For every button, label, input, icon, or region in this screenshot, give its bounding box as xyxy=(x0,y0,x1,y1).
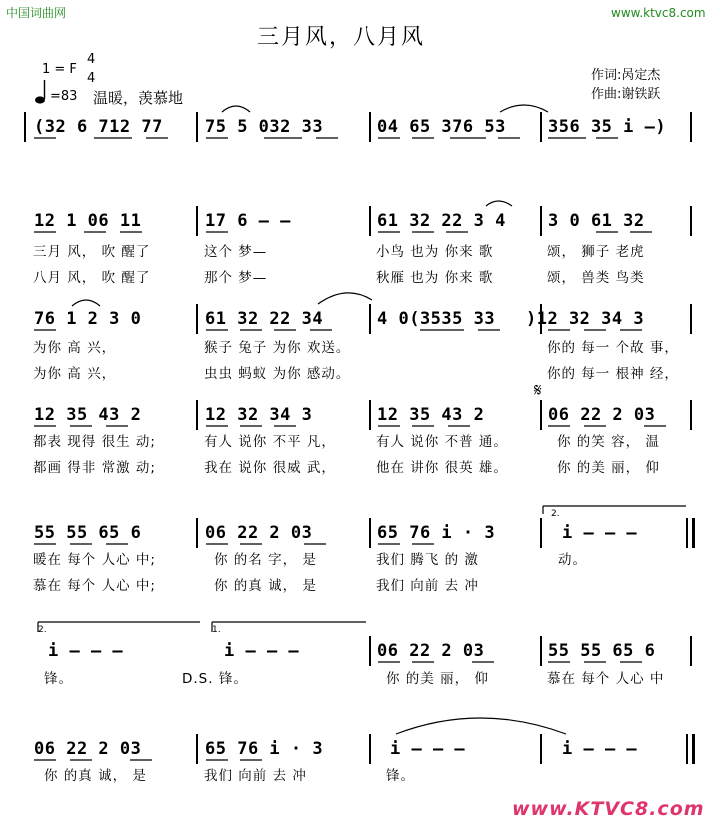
watermark-bottom: www.KTVC8.com xyxy=(512,798,705,820)
time-signature-top: 4 xyxy=(87,52,96,67)
lyrics-3-1a: 为你 高 兴， xyxy=(33,340,117,356)
measure-4-1: 12 35 43 2 xyxy=(34,405,142,425)
lyrics-6-4a: 慕在 每个 人心 中 xyxy=(547,671,665,687)
svg-text:1.: 1. xyxy=(212,625,221,635)
measure-2-2: 17 6 – – xyxy=(205,211,291,231)
lyrics-4-2a: 有人 说你 不平 凡， xyxy=(204,434,336,450)
measure-1-1: (32 6 712 77 xyxy=(34,117,163,137)
lyrics-2-2b: 那个 梦— xyxy=(204,270,268,286)
time-signature-bottom: 4 xyxy=(87,71,96,86)
measure-5-1: 55 55 65 6 xyxy=(34,523,142,543)
measure-2-3: 61 32 22 3 4 xyxy=(377,211,506,231)
measure-7-1: 06 22 2 03 xyxy=(34,739,142,759)
svg-text:𝄋: 𝄋 xyxy=(534,380,542,401)
expression-marking: 温暖，羡慕地 xyxy=(93,89,184,107)
lyrics-5-4a: 动。 xyxy=(558,552,587,568)
svg-text:2.: 2. xyxy=(551,509,560,519)
lyrics-7-3a: 锋。 xyxy=(386,768,415,784)
lyrics-7-2a: 我们 向前 去 冲 xyxy=(204,768,307,784)
lyrics-6-1a: 锋。 xyxy=(44,671,73,687)
lyrics-6-3a: 你 的美 丽， 仰 xyxy=(386,671,489,687)
measure-6-2: i – – – xyxy=(224,641,300,661)
measure-7-3: i – – – xyxy=(390,739,466,759)
measure-3-3: 4 0(3535 33 xyxy=(377,309,496,329)
measure-3-4: )12 32 34 3 xyxy=(526,309,645,329)
measure-7-4: i – – – xyxy=(562,739,638,759)
lyrics-2-3a: 小鸟 也为 你来 歌 xyxy=(376,244,494,260)
lyrics-2-4a: 颂， 狮子 老虎 xyxy=(547,244,645,260)
tempo-marking: =83 xyxy=(50,89,78,104)
lyrics-5-2a: 你 的名 字， 是 xyxy=(214,552,317,568)
measure-6-4: 55 55 65 6 xyxy=(548,641,656,661)
composer: 作曲:谢铁跃 xyxy=(591,87,661,102)
lyrics-3-2b: 虫虫 蚂蚁 为你 感动。 xyxy=(204,366,351,382)
measure-2-1: 12 1 06 11 xyxy=(34,211,142,231)
measure-4-2: 12 32 34 3 xyxy=(205,405,313,425)
lyrics-2-2a: 这个 梦— xyxy=(204,244,268,260)
measure-1-4: 356 35 i –) xyxy=(548,117,667,137)
measure-1-2: 75 5 032 33 xyxy=(205,117,324,137)
lyrics-5-3b: 我们 向前 去 冲 xyxy=(376,578,479,594)
measure-6-1: i – – – xyxy=(48,641,124,661)
lyrics-3-4a: 你的 每一 个故 事， xyxy=(547,340,679,356)
measure-5-2: 06 22 2 03 xyxy=(205,523,313,543)
key-signature: 1 = F xyxy=(42,62,77,77)
lyrics-5-1a: 暖在 每个 人心 中; xyxy=(33,552,156,568)
measure-3-2: 61 32 22 34 xyxy=(205,309,324,329)
lyrics-3-4b: 你的 每一 根神 经， xyxy=(547,366,679,382)
lyrics-4-4a: 你 的笑 容， 温 xyxy=(557,434,660,450)
lyrics-3-1b: 为你 高 兴， xyxy=(33,366,117,382)
measure-5-4: i – – – xyxy=(562,523,638,543)
measure-4-4: 06 22 2 03 xyxy=(548,405,656,425)
lyrics-4-1a: 都表 现得 很生 动; xyxy=(33,434,156,450)
measure-6-3: 06 22 2 03 xyxy=(377,641,485,661)
watermark-top-left: 中国词曲网 xyxy=(6,6,67,20)
measure-5-3: 65 76 i · 3 xyxy=(377,523,496,543)
song-title: 三月风，八月风 xyxy=(257,25,426,50)
lyrics-4-3b: 他在 讲你 很英 雄。 xyxy=(376,460,508,476)
lyrics-5-2b: 你 的真 诚， 是 xyxy=(214,578,317,594)
lyrics-2-4b: 颂， 兽类 鸟类 xyxy=(547,270,645,286)
lyrics-2-3b: 秋雁 也为 你来 歌 xyxy=(376,270,494,286)
lyrics-3-2a: 猴子 兔子 为你 欢送。 xyxy=(204,340,351,356)
lyrics-4-4b: 你 的美 丽， 仰 xyxy=(557,460,660,476)
measure-3-1: 76 1 2 3 0 xyxy=(34,309,142,329)
lyricist: 作词:呙定杰 xyxy=(591,68,661,83)
lyrics-6-2a: D.S. 锋。 xyxy=(182,671,248,687)
measure-2-4: 3 0 61 32 xyxy=(548,211,645,231)
lyrics-7-1a: 你 的真 诚， 是 xyxy=(44,768,147,784)
lyrics-2-1b: 八月 风， 吹 醒了 xyxy=(33,270,151,286)
lyrics-4-3a: 有人 说你 不普 通。 xyxy=(376,434,508,450)
watermark-top-right: www.ktvc8.com xyxy=(611,6,706,20)
measure-7-2: 65 76 i · 3 xyxy=(205,739,324,759)
lyrics-2-1a: 三月 风， 吹 醒了 xyxy=(33,244,151,260)
measure-4-3: 12 35 43 2 xyxy=(377,405,485,425)
measure-1-3: 04 65 376 53 xyxy=(377,117,506,137)
lyrics-5-1b: 慕在 每个 人心 中; xyxy=(33,578,156,594)
lyrics-5-3a: 我们 腾飞 的 激 xyxy=(376,552,479,568)
svg-text:2.: 2. xyxy=(38,625,47,635)
lyrics-4-1b: 都画 得非 常激 动; xyxy=(33,460,156,476)
lyrics-4-2b: 我在 说你 很威 武， xyxy=(204,460,336,476)
